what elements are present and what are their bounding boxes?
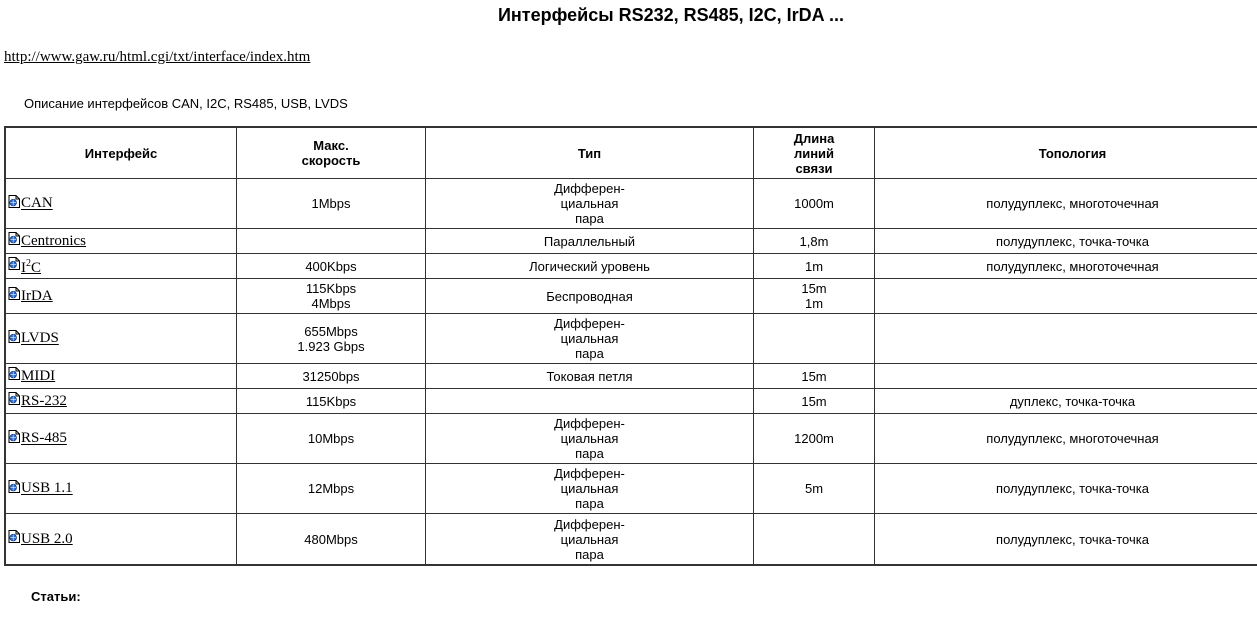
interface-name-cell	[6, 414, 237, 464]
interface-link[interactable]: CAN	[21, 195, 53, 212]
speed-cell-line: 4Mbps	[311, 296, 351, 311]
interface-name-cell	[6, 464, 237, 514]
interface-name-cell	[6, 364, 237, 389]
length-cell-line: 1000m	[794, 196, 834, 211]
length-cell-line: 1200m	[794, 431, 834, 446]
type-cell-line: циальная	[560, 196, 619, 211]
interface-link[interactable]: RS-232	[21, 393, 67, 410]
length-cell-line: 1,8m	[799, 233, 829, 249]
table-header-row	[6, 128, 1257, 179]
type-cell	[426, 389, 754, 414]
web-page-icon[interactable]	[8, 530, 20, 543]
table-row	[6, 464, 1257, 514]
speed-cell-line: 1.923 Gbps	[297, 338, 365, 354]
type-cell-line: циальная	[560, 431, 619, 446]
topology-cell: полудуплекс, точка-точка	[875, 464, 1257, 514]
interface-link[interactable]: Centronics	[21, 233, 86, 250]
type-cell-line: Дифферен-	[554, 466, 625, 481]
speed-cell-line: 400Kbps	[305, 258, 357, 274]
topology-cell	[875, 279, 1257, 314]
interfaces-table	[4, 126, 1257, 566]
type-cell-line: Дифферен-	[554, 181, 625, 196]
speed-cell-line: 480Mbps	[304, 531, 358, 547]
type-cell	[426, 179, 754, 229]
length-cell	[754, 389, 875, 414]
length-cell-line: 5m	[804, 481, 824, 496]
header-length-line: Длина	[793, 130, 835, 146]
header-length	[754, 128, 875, 179]
header-speed-line: скорость	[301, 153, 361, 168]
web-page-icon[interactable]	[8, 257, 20, 270]
type-cell-line: циальная	[560, 531, 619, 547]
table-row	[6, 229, 1257, 254]
web-page-icon[interactable]	[8, 430, 20, 443]
web-page-icon[interactable]	[8, 392, 20, 405]
type-cell	[426, 464, 754, 514]
web-page-icon[interactable]	[8, 480, 20, 493]
type-cell-line: циальная	[560, 331, 619, 346]
type-cell-line: Токовая петля	[546, 368, 633, 384]
web-page-icon[interactable]	[8, 330, 20, 343]
speed-cell	[237, 279, 426, 314]
type-cell	[426, 314, 754, 364]
articles-label: Статьи:	[31, 589, 81, 604]
length-cell-line: 15m	[801, 281, 827, 296]
interface-name-cell	[6, 179, 237, 229]
type-cell	[426, 279, 754, 314]
length-cell	[754, 254, 875, 279]
description-text: Описание интерфейсов CAN, I2C, RS485, USB, LVDS	[24, 96, 348, 111]
table-row	[6, 364, 1257, 389]
topology-cell: полудуплекс, многоточечная	[875, 179, 1257, 229]
speed-cell-line: 115Kbps	[305, 393, 357, 409]
length-cell	[754, 279, 875, 314]
interface-link-tail: C	[31, 260, 42, 276]
speed-cell-line: 1Mbps	[311, 196, 351, 211]
header-length-line: связи	[795, 160, 833, 176]
table-row	[6, 389, 1257, 414]
interface-name-cell	[6, 254, 237, 279]
speed-cell-line: 31250bps	[302, 368, 360, 384]
type-cell	[426, 229, 754, 254]
type-cell	[426, 514, 754, 564]
web-page-icon[interactable]	[8, 367, 20, 380]
length-cell	[754, 179, 875, 229]
topology-cell: дуплекс, точка-точка	[875, 389, 1257, 414]
header-length-line: линий	[793, 145, 835, 161]
length-cell	[754, 514, 875, 564]
length-cell	[754, 229, 875, 254]
speed-cell	[237, 414, 426, 464]
web-page-icon[interactable]	[8, 232, 20, 245]
source-url-link[interactable]: http://www.gaw.ru/html.cgi/txt/interface/index.htm	[4, 49, 311, 65]
speed-cell-line: 10Mbps	[307, 431, 355, 446]
topology-cell: полудуплекс, точка-точка	[875, 514, 1257, 564]
type-cell-line: Логический уровень	[529, 258, 650, 274]
interface-link[interactable]: LVDS	[21, 330, 59, 347]
length-cell-line: 15m	[801, 368, 827, 384]
speed-cell	[237, 314, 426, 364]
web-page-icon[interactable]	[8, 195, 20, 208]
type-cell	[426, 414, 754, 464]
interface-name-cell	[6, 314, 237, 364]
speed-cell-line: 115Kbps	[305, 281, 357, 296]
speed-cell	[237, 389, 426, 414]
type-cell-line: пара	[575, 211, 604, 226]
interface-link[interactable]: RS-485	[21, 430, 67, 447]
type-cell	[426, 254, 754, 279]
interface-link-superscript: 2	[26, 258, 31, 269]
header-type: Тип	[426, 128, 754, 179]
topology-cell	[875, 364, 1257, 389]
table-row	[6, 179, 1257, 229]
interface-name-cell	[6, 229, 237, 254]
page-title: Интерфейсы RS232, RS485, I2C, IrDA ...	[497, 5, 845, 25]
table-row	[6, 254, 1257, 279]
table-row	[6, 314, 1257, 364]
type-cell-line: пара	[575, 346, 604, 361]
topology-cell: полудуплекс, многоточечная	[875, 254, 1257, 279]
length-cell	[754, 314, 875, 364]
table-row	[6, 414, 1257, 464]
interface-link[interactable]: USB 1.1	[21, 480, 73, 497]
header-interface: Интерфейс	[6, 128, 237, 179]
length-cell-line: 1m	[804, 296, 824, 311]
interface-name-cell	[6, 514, 237, 564]
interface-link[interactable]: USB 2.0	[21, 531, 73, 548]
type-cell-line: Дифферен-	[554, 416, 625, 431]
length-cell-line: 15m	[801, 393, 827, 409]
speed-cell	[237, 364, 426, 389]
speed-cell	[237, 254, 426, 279]
type-cell	[426, 364, 754, 389]
length-cell-line: 1m	[804, 258, 824, 274]
topology-cell: полудуплекс, точка-точка	[875, 229, 1257, 254]
type-cell-line: Беспроводная	[546, 288, 633, 304]
table-row	[6, 514, 1257, 564]
length-cell	[754, 464, 875, 514]
header-speed-line: Макс.	[313, 138, 349, 153]
speed-cell	[237, 229, 426, 254]
length-cell	[754, 364, 875, 389]
type-cell-line: пара	[575, 496, 604, 511]
type-cell-line: Дифферен-	[554, 316, 625, 331]
header-speed	[237, 128, 426, 179]
interface-link[interactable]: IrDA	[21, 288, 53, 305]
type-cell-line: пара	[575, 546, 604, 562]
web-page-icon[interactable]	[8, 287, 20, 300]
table-row	[6, 279, 1257, 314]
speed-cell	[237, 514, 426, 564]
speed-cell-line: 12Mbps	[307, 481, 355, 496]
interface-link[interactable]: MIDI	[21, 368, 56, 385]
interface-name-cell	[6, 279, 237, 314]
header-topology: Топология	[875, 128, 1257, 179]
interface-link-base: I	[21, 260, 26, 276]
length-cell	[754, 414, 875, 464]
topology-cell	[875, 314, 1257, 364]
interfaces-table-wrapper	[4, 126, 1257, 566]
type-cell-line: циальная	[560, 481, 619, 496]
topology-cell: полудуплекс, многоточечная	[875, 414, 1257, 464]
type-cell-line: пара	[575, 446, 604, 461]
speed-cell	[237, 464, 426, 514]
speed-cell-line: 655Mbps	[304, 323, 358, 339]
interface-name-cell	[6, 389, 237, 414]
interface-link[interactable]	[21, 260, 41, 276]
type-cell-line: Дифферен-	[554, 516, 625, 532]
type-cell-line: Параллельный	[543, 233, 636, 249]
speed-cell	[237, 179, 426, 229]
